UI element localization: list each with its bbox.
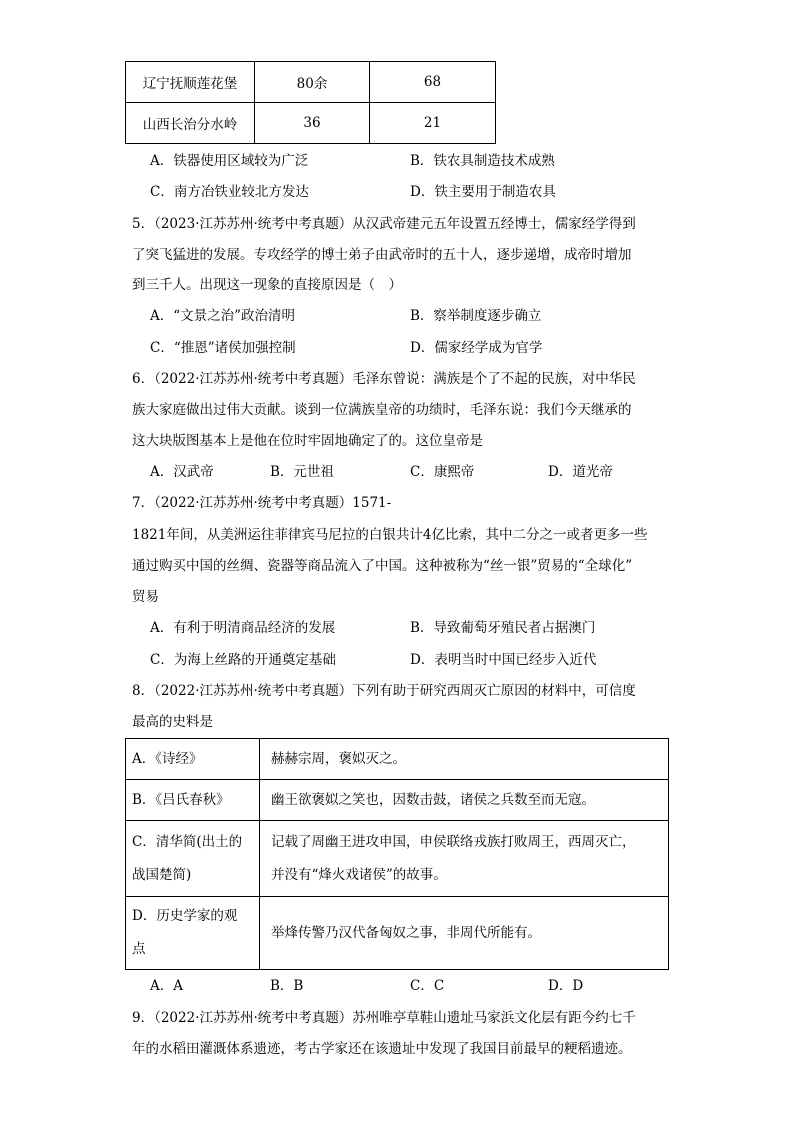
option-b: B．察举制度逐步确立 <box>410 308 542 324</box>
question-7-line: 通过购买中国的丝绸、瓷器等商品流入了中国。这种被称为“丝一银”贸易的“全球化” <box>132 558 633 574</box>
source-cell: B．《吕氏春秋》 <box>126 780 260 821</box>
option-a: A．汉武帝 <box>150 464 214 480</box>
question-6-line: 族大家庭做出过伟大贡献。谈到一位满族皇帝的功绩时，毛泽东说：我们今天继承的 <box>132 402 632 418</box>
source-cell: C．清华简(出土的 战国楚简) <box>126 821 260 897</box>
option-a: A．“文景之治”政治清明 <box>150 308 296 324</box>
option-d: D．D <box>548 978 584 994</box>
option-b: B．导致葡萄牙殖民者占据澳门 <box>410 620 596 636</box>
data-table-top <box>125 61 496 144</box>
table-row <box>126 62 496 103</box>
question-7-line: 1821年间，从美洲运往菲律宾马尼拉的白银共计4亿比索，其中二分之一或者更多一些 <box>132 527 648 543</box>
source-cell: D．历史学家的观 点 <box>126 897 260 970</box>
table-row <box>126 739 669 780</box>
table-row <box>126 897 669 970</box>
table-cell: 辽宁抚顺莲花堡 <box>126 62 255 103</box>
question-9-line: 9．（2022·江苏苏州·统考中考真题）苏州唯亭草鞋山遗址马家浜文化层有距今约七千 <box>132 1010 636 1026</box>
option-b: B．B <box>270 978 304 994</box>
content-cell: 幽王欲褒姒之笑也，因数击鼓，诸侯之兵数至而无寇。 <box>260 780 669 821</box>
option-d: D．表明当时中国已经步入近代 <box>410 652 597 668</box>
table-row <box>126 780 669 821</box>
option-d: D．铁主要用于制造农具 <box>410 184 556 200</box>
option-a: A．有利于明清商品经济的发展 <box>150 620 336 636</box>
table-cell: 山西长治分水岭 <box>126 103 255 144</box>
question-8-line: 8．（2022·江苏苏州·统考中考真题）下列有助于研究西周灭亡原因的材料中，可信度 <box>132 683 636 699</box>
question-5-line: 到三千人。出现这一现象的直接原因是（ ） <box>132 277 402 293</box>
question-6-line: 这大块版图基本上是他在位时牢固地确定了的。这位皇帝是 <box>132 433 483 449</box>
content-cell: 举烽传警乃汉代备匈奴之事，非周代所能有。 <box>260 897 669 970</box>
table-cell: 68 <box>370 62 496 103</box>
option-a: A．铁器使用区域较为广泛 <box>150 153 309 169</box>
option-c: C．为海上丝路的开通奠定基础 <box>150 652 336 668</box>
content-cell: 赫赫宗周，褒姒灭之。 <box>260 739 669 780</box>
option-b: B．元世祖 <box>270 464 334 480</box>
option-b: B．铁农具制造技术成熟 <box>410 153 555 169</box>
question-5-line: 了突飞猛进的发展。专攻经学的博士弟子由武帝时的五十人，逐步递增，成帝时增加 <box>132 247 632 263</box>
table-cell: 36 <box>255 103 370 144</box>
table-cell: 80余 <box>255 62 370 103</box>
option-d: D．道光帝 <box>548 464 613 480</box>
question-7-line: 贸易 <box>132 589 159 605</box>
option-c: C．康熙帝 <box>410 464 475 480</box>
option-c: C．“推恩”诸侯加强控制 <box>150 340 296 356</box>
table-row <box>126 821 669 897</box>
source-table <box>125 738 669 970</box>
question-7-line: 7．（2022·江苏苏州·统考中考真题）1571- <box>132 495 392 511</box>
question-8-line: 最高的史料是 <box>132 714 213 730</box>
question-6-line: 6．（2022·江苏苏州·统考中考真题）毛泽东曾说：满族是个了不起的民族，对中华民 <box>132 371 636 387</box>
option-c: C．C <box>410 978 445 994</box>
question-5-line: 5．（2023·江苏苏州·统考中考真题）从汉武帝建元五年设置五经博士，儒家经学得到 <box>132 216 636 232</box>
option-c: C．南方冶铁业较北方发达 <box>150 184 309 200</box>
question-9-line: 年的水稻田灌溉体系遗迹，考古学家还在该遗址中发现了我国目前最早的粳稻遗迹。 <box>132 1041 632 1057</box>
table-cell: 21 <box>370 103 496 144</box>
source-cell: A．《诗经》 <box>126 739 260 780</box>
content-cell: 记载了周幽王进攻申国，申侯联络戎族打败周王，西周灭亡， 并没有“烽火戏诸侯”的故事。 <box>260 821 669 897</box>
option-a: A．A <box>150 978 183 994</box>
table-row <box>126 103 496 144</box>
option-d: D．儒家经学成为官学 <box>410 340 543 356</box>
